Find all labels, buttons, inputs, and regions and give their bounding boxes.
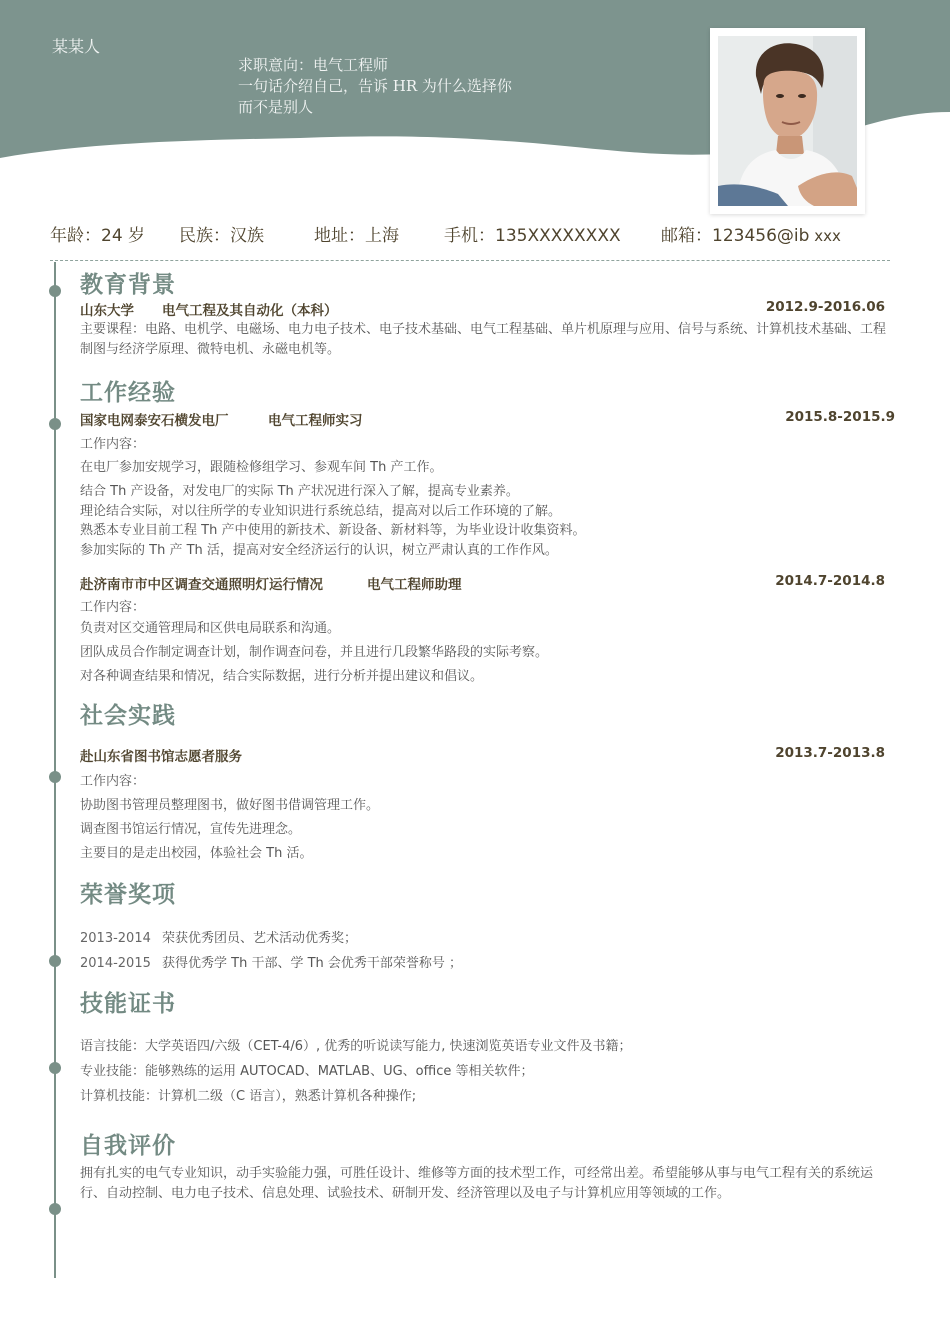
job-org: 国家电网泰安石横发电厂 [80,413,229,429]
job-org: 赴济南市市中区调查交通照明灯运行情况 [80,577,323,593]
section-title-self-eval: 自我评价 [80,1133,176,1159]
honor-item [80,952,462,971]
job-content-label: 工作内容： [80,600,146,615]
section-title-practice: 社会实践 [80,703,176,729]
school-name: 山东大学 [80,303,134,319]
practice-content-label: 工作内容： [80,774,146,789]
honor-text: 获得优秀学 Th 干部、学 Th 会优秀干部荣誉称号 ； [162,956,463,971]
practice-date: 2013.7-2013.8 [775,745,885,761]
practice-line: 协助图书管理员整理图书，做好图书借调管理工作。 [80,798,380,813]
job-row [80,409,895,429]
intention-line: 一句话介绍自己，告诉 HR 为什么选择你 [238,77,512,95]
job-line: 团队成员合作制定调查计划，制作调查问卷，并且进行几段繁华路段的实际考察。 [80,645,549,660]
job-content-label: 工作内容： [80,437,146,452]
honor-text: 荣获优秀团员、艺术活动优秀奖； [162,931,358,946]
age: 年龄：24 岁 [50,226,146,246]
job-intention [238,55,512,118]
practice-row [80,745,885,765]
basic-info [50,221,910,245]
intention-line: 而不是别人 [238,98,314,116]
divider [50,260,890,261]
skill-item: 专业技能：能够熟练的运用 AUTOCAD、MATLAB、UG、office 等相关软件； [80,1064,534,1079]
practice-line: 调查图书馆运行情况，宣传先进理念。 [80,822,302,837]
address: 地址：上海 [314,226,399,246]
job-line: 负责对区交通管理局和区供电局联系和沟通。 [80,621,341,636]
section-title-work: 工作经验 [80,380,176,406]
skill-item: 计算机技能：计算机二级（C 语言），熟悉计算机各种操作; [80,1089,417,1104]
job-line: 在电厂参加安规学习，跟随检修组学习、参观车间 Th 产工作。 [80,460,443,475]
honor-year: 2013-2014 [80,931,151,946]
timeline-dot [49,955,61,967]
phone: 手机：135XXXXXXXX [444,226,621,246]
email-value: 邮箱：123456@ib [661,226,810,246]
section-title-skills: 技能证书 [80,991,176,1017]
ethnicity: 民族：汉族 [179,226,264,246]
timeline-dot [49,418,61,430]
profile-photo [718,36,857,206]
timeline-dot [49,771,61,783]
job-row [80,573,885,593]
timeline-dot [49,1203,61,1215]
practice-org: 赴山东省图书馆志愿者服务 [80,749,242,765]
major: 电气工程及其自动化（本科） [162,303,338,319]
email [661,221,841,246]
courses-text: 主要课程：电路、电机学、电磁场、电力电子技术、电子技术基础、电气工程基础、单片机原理与应用、信号与系统、计算机技术基础、工程制图与经济学原理、微特电机、永磁电机等。 [80,322,887,357]
education-date: 2012.9-2016.06 [765,299,885,315]
job-line: 理论结合实际，对以往所学的专业知识进行系统总结，提高对以后工作环境的了解。 [80,504,562,519]
candidate-name: 某某人 [52,37,101,56]
education-row [80,299,885,319]
skill-item: 语言技能：大学英语四/六级（CET-4/6）, 优秀的听说读写能力, 快速浏览英语专业文件及书籍； [80,1039,632,1054]
timeline-dot [49,1062,61,1074]
job-date: 2014.7-2014.8 [775,573,885,589]
section-title-honors: 荣誉奖项 [80,882,176,908]
job-line: 结合 Th 产设备，对发电厂的实际 Th 产状况进行深入了解，提高专业素养。 [80,484,519,499]
honor-item [80,927,357,946]
timeline-dot [49,285,61,297]
section-title-education: 教育背景 [80,272,176,298]
email-suffix: xxx [809,227,841,245]
timeline-line [54,262,56,1278]
job-line: 对各种调查结果和情况，结合实际数据，进行分析并提出建议和倡议。 [80,669,484,684]
job-role: 电气工程师助理 [367,577,462,593]
job-date: 2015.8-2015.9 [785,409,895,425]
job-line: 参加实际的 Th 产 Th 活，提高对安全经济运行的认识，树立严肃认真的工作作风。 [80,543,558,558]
self-eval-text: 拥有扎实的电气专业知识，动手实验能力强，可胜任设计、维修等方面的技术型工作，可经常出差。希望能够从事与电气工程有关的系统运行、自动控制、电力电子技术、信息处理、试验技术、研制开发、经济管理以及电子与计算机应用等领域的工作。 [80,1166,874,1201]
job-role: 电气工程师实习 [268,413,363,429]
profile-photo-frame [710,28,865,214]
honor-year: 2014-2015 [80,956,151,971]
job-line: 熟悉本专业目前工程 Th 产中使用的新技术、新设备、新材料等，为毕业设计收集资料。 [80,523,586,538]
practice-line: 主要目的是走出校园，体验社会 Th 活。 [80,846,313,861]
intention-line: 求职意向：电气工程师 [238,56,389,74]
